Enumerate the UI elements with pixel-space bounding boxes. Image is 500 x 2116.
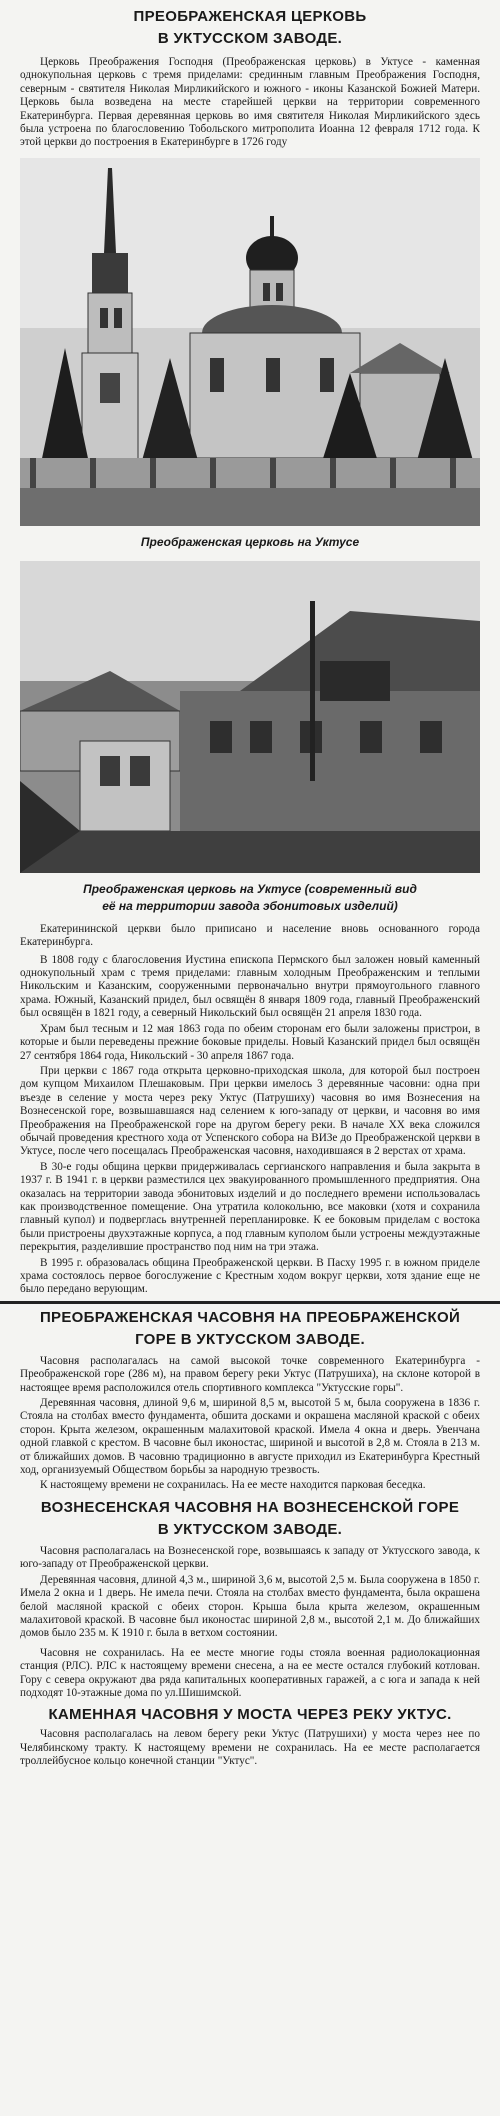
section3-paragraph-3: Часовня не сохранилась. На ее месте многие годы стояла военная радиолокационная станция (РЛС). РЛС к настоящему времени снесена, а на ее месте остался глубокий котлован. Гору с севера окружают два ряда капитальных кооперативных гаражей, а с юга и запада к ней подходят 10-этажные дома по ул.Шишимской.: [20, 1646, 480, 1699]
section2-paragraph-3: К настоящему времени не сохранилась. На ее месте находится парковая беседка.: [40, 1479, 426, 1492]
body-paragraph-6: В 1995 г. образовалась община Преображенской церкви. В Пасху 1995 г. в южном приделе храма состоялось первое богослужение с Крестным ходом вокруг церкви, хотя здание еще не было передано верующим.: [20, 1256, 480, 1296]
body-paragraph-3: Храм был тесным и 12 мая 1863 года по обеим сторонам его были заложены пристрои, в которые и были переведены прежние боковые приделы. Новый Казанский придел был освящён 27 сентября 1864 года, Никольский - 30 апреля 1867 года.: [20, 1022, 480, 1062]
photo2-caption-line2: её на территории завода эбонитовых изделий): [102, 898, 398, 913]
body-paragraph-1: Екатерининской церкви было приписано и население вновь основанного города Екатеринбурга.: [20, 922, 480, 949]
section2-paragraph-2: Деревянная часовня, длиной 9,6 м, шириной 8,5 м, высотой 5 м, была сооружена в 1836 г. Стояла на столбах вместо фундамента, обшита досками и окрашена масляной краской с обеих сторон. Крыта железом, окрашенным малахитовой краской. Имела 4 окна и дверь. Увенчана одной главкой с крестом. В часовне был иконостас, шириной и высотой в 2,8 м. Стояла в 213 м. от ближайших домов. В часовню традиционно в августе приходил из Екатеринбурга Крестный ход, организуемый Обществом борьбы за народную трезвость.: [20, 1397, 480, 1477]
section1-intro: Церковь Преображения Господня (Преображенская церковь) в Уктусе - каменная однокупольная церковь с тремя приделами: срединным главным Преображения Господня, северным - святителя Николая Мирликийского и южного - иконы Казанской Божией Матери. Церковь была возведена на месте старейшей церкви на территории современного Екатеринбурга. Первая деревянная церковь во имя святителя Николая Мирликийского здесь была устроена по благословению Тобольского митрополита Иоанна 12 февраля 1712 года. К этой церкви до построения в Екатеринбурге в 1726 году: [20, 56, 480, 149]
church-photo-historic: [20, 158, 480, 526]
body-paragraph-4: При церкви с 1867 года открыта церковно-приходская школа, для которой был построен дом купцом Михаилом Плешаковым. При церкви имелось 3 деревянные часовни: одна при въезде в селение у моста через реку Уктус (Патрушиху) часовня во имя Вознесения на Вознесенской горе, возвышавшаяся над селением к юго-западу от церкви, и часовня во имя Преображения на Преображенской горе на другом берегу реки. В начале XX века сложился обычай проведения крестного хода от Успенского собора на ВИЗе до Преображенской церкви в Уктусе, после чего посещалась Преображенская часовня, находившаяся в 2 верстах от храма.: [20, 1064, 480, 1158]
church-photo-factory: [20, 561, 480, 873]
section-divider: [0, 1301, 500, 1304]
section3-paragraph-1: Часовня располагалась на Вознесенской горе, возвышаясь к западу от Уктусского завода, к юго-западу от Преображенской церкви.: [20, 1544, 480, 1571]
section4-heading: КАМЕННАЯ ЧАСОВНЯ У МОСТА ЧЕРЕЗ РЕКУ УКТУС.: [48, 1706, 452, 1724]
section2-heading-line2: ГОРЕ В УКТУССКОМ ЗАВОДЕ.: [135, 1330, 365, 1348]
section3-heading-line1: ВОЗНЕСЕНСКАЯ ЧАСОВНЯ НА ВОЗНЕСЕНСКОЙ ГОРЕ: [40, 1498, 460, 1516]
section1-heading-line1: ПРЕОБРАЖЕНСКАЯ ЦЕРКОВЬ: [133, 8, 367, 25]
section1-heading-line2: В УКТУССКОМ ЗАВОДЕ.: [157, 30, 343, 47]
section3-paragraph-2: Деревянная часовня, длиной 4,3 м., шириной 3,6 м, высотой 2,5 м. Была сооружена в 1850 г. Имела 2 окна и 1 дверь. Не имела печи. Стояла на столбах вместо фундамента, была окрашена белой масляной краской с обеих сторон. Крыша была крыта железом, окрашенным малахитовой краской. В часовне был иконостас шириной 2,8 м., высотой 2,1 м. До ближайших домов было 235 м. К 1910 г. была в ветхом состоянии.: [20, 1573, 480, 1640]
section4-paragraph-1: Часовня располагалась на левом берегу реки Уктус (Патрушихи) у моста через нее по Челябинскому тракту. К настоящему времени не сохранилась. На ее месте располагается троллейбусное кольцо конечной станции "Уктус".: [20, 1728, 480, 1768]
section2-heading-line1: ПРЕОБРАЖЕНСКАЯ ЧАСОВНЯ НА ПРЕОБРАЖЕНСКОЙ: [39, 1308, 461, 1326]
photo2-caption-line1: Преображенская церковь на Уктусе (современный вид: [83, 881, 417, 896]
section3-heading-line2: В УКТУССКОМ ЗАВОДЕ.: [157, 1520, 343, 1538]
body-paragraph-2: В 1808 году с благословения Иустина епископа Пермского был заложен новый каменный однокупольный храм с тремя приделами: главным холодным Преображенским и теплыми Никольским и Казанским, сооруженными первоначально внутри прямоугольного главного храма. Южный, Казанский придел, был освящён 8 января 1809 года, главный Преображенский был освящён в 1821 году, а северный Никольский был освящён 21 апреля 1830 года.: [20, 953, 480, 1020]
section2-paragraph-1: Часовня располагалась на самой высокой точке современного Екатеринбурга - Преображенской горе (286 м), на правом берегу реки Уктус (Патрушиха), на склоне которой в настоящее время расположился отель спортивного комплекса "Уктусские горы".: [20, 1354, 480, 1394]
photo1-caption: Преображенская церковь на Уктусе: [140, 534, 360, 549]
body-paragraph-5: В 30-е годы община церкви придерживалась сергианского направления и была закрыта в 1937 г. В 1941 г. в церкви разместился цех эвакуированного промышленного предприятия. Она оказалась на территории завода эбонитовых изделий и до последнего времени использовалась как производственное помещение. Она утратила колокольню, все маковки (хотя и сохранила главный купол) и подверглась внутренней перепланировке. К ее боковым приделам с востока были пристроены двухэтажные корпуса, а под главным куполом были устроены междуэтажные перекрытия, разделившие пространство под ним на три этажа.: [20, 1160, 480, 1254]
